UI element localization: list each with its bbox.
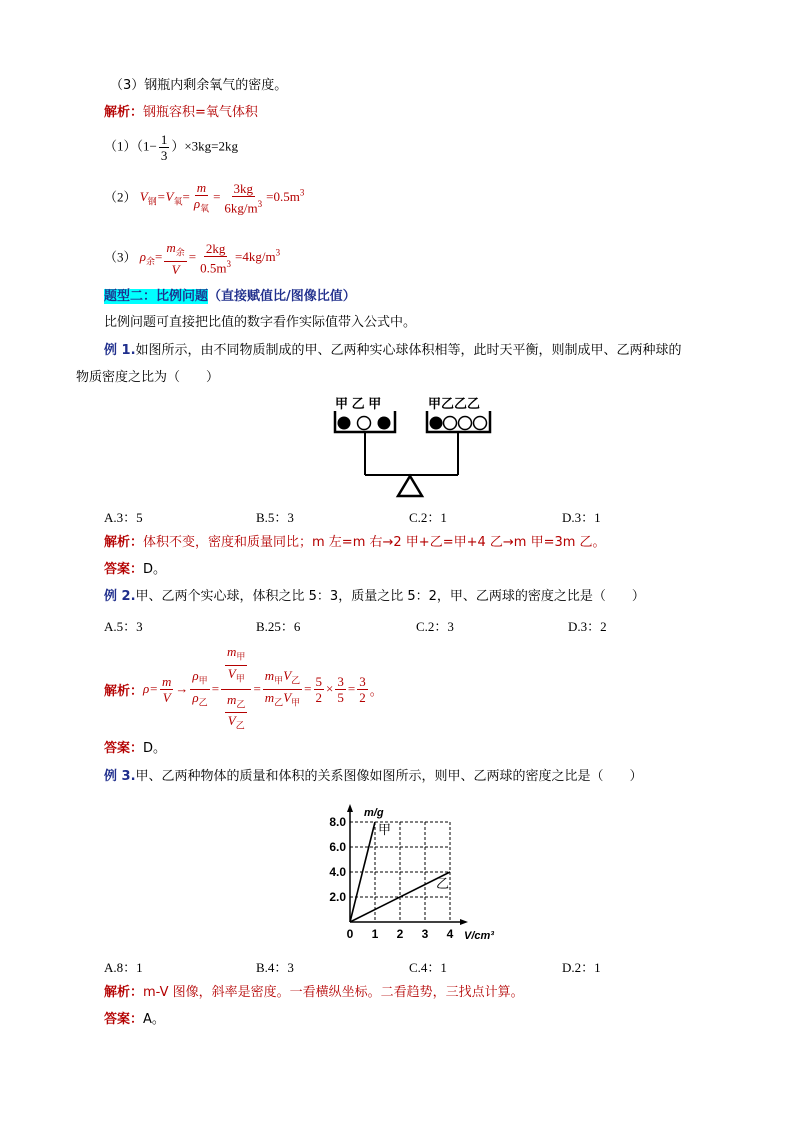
- formula-v: V: [162, 689, 171, 705]
- formula-den: 5: [337, 689, 344, 705]
- ex2-formula: ρ= $\frac{m}{V}$ → $\frac{\rho_甲}{\rho_乙}$ = $\frac{\frac{m_甲}{V_甲}}{\frac{m_乙}{V_乙}}$ = $\frac{m_甲V_乙}{m_乙V_甲}$ = $\frac{5}{2}$ × $\frac{3}{5}$ = $\frac{3}{2}$ 。: [143, 644, 383, 733]
- x-tick-label: 1: [371, 927, 379, 941]
- q1-jiexi: [104, 104, 258, 122]
- ex2-answer-value: D。: [143, 741, 167, 756]
- section2-sub: （直接赋值比/图像比值）: [208, 289, 356, 304]
- step3-lhs: ρ: [139, 249, 147, 265]
- formula-rho-yi: ρ: [192, 689, 199, 705]
- section2-header: [104, 288, 356, 306]
- ex1-text1: 如图所示，由不同物质制成的甲、乙两种实心球体积相等，此时天平衡，则制成甲、乙两种球的: [135, 343, 682, 358]
- ex1-label: 例 1.: [104, 343, 136, 358]
- ex1-option-d: D.3：1: [562, 510, 601, 525]
- step3-frac2-den-sup: 3: [226, 259, 231, 270]
- y-axis-arrow: [347, 804, 353, 812]
- ex2-option-d: D.3：2: [568, 619, 607, 634]
- ex1-jiexi-text: 体积不变，密度和质量同比；m 左=m 右→2 甲+乙=甲+4 乙→m 甲=3m 乙。: [143, 535, 606, 550]
- y-tick-label: 2.0: [329, 890, 346, 904]
- ex1-option-b: B.5：3: [256, 510, 294, 525]
- series-label-jia: 甲: [378, 822, 392, 837]
- formula-3-5: [335, 674, 346, 705]
- ex3-text: 甲、乙两种物体的质量和体积的关系图像如图所示，则甲、乙两球的密度之比是（ ）: [135, 769, 643, 784]
- step3-result: =4kg/m: [235, 249, 276, 265]
- step2-lhs: V: [139, 189, 148, 205]
- formula-sub-jia: 甲: [291, 697, 301, 708]
- ex2-answer: [104, 740, 166, 758]
- formula-times: ×: [326, 681, 334, 696]
- ex3-label: 例 3.: [104, 769, 136, 784]
- q1-step1: [104, 132, 238, 163]
- step2-frac1: [192, 180, 211, 217]
- formula-m-over-v: [160, 674, 173, 705]
- x-axis-label: V/cm³: [464, 930, 494, 942]
- answer-label: 答案：: [104, 562, 144, 577]
- step2-frac1-den: ρ: [193, 196, 201, 211]
- ex1-question-line2: 物质密度之比为（ ）: [76, 370, 220, 385]
- formula-sub-yi: 乙: [235, 720, 245, 731]
- step2-frac2-den-sup: 3: [257, 199, 263, 210]
- step2-frac1-num: m: [196, 180, 207, 195]
- formula-num: 3: [359, 673, 366, 689]
- ex1-option-c: C.2：1: [409, 510, 447, 525]
- answer-label: 答案：: [104, 741, 144, 756]
- formula-rho: ρ=: [143, 681, 159, 696]
- step1-den: 3: [160, 148, 168, 163]
- ball-jia: [378, 417, 391, 430]
- y-tick-label: 6.0: [329, 840, 346, 854]
- step2-frac1-den-sub: 氧: [200, 203, 210, 214]
- balance-left-labels: 甲 乙 甲: [335, 396, 382, 411]
- ex3-jiexi: [104, 984, 524, 1002]
- formula-m: m: [264, 689, 275, 705]
- ex1-answer-value: D。: [143, 562, 167, 577]
- formula-sub-jia: 甲: [198, 675, 208, 686]
- ball-yi: [459, 417, 472, 430]
- step3-lhs-sub: 余: [146, 256, 156, 267]
- ex2-question: [104, 588, 645, 606]
- step3-result-sup: 3: [275, 247, 281, 258]
- series-label-yi: 乙: [436, 876, 450, 891]
- ex3-question: [104, 768, 643, 786]
- step3-frac1-num-sub: 余: [175, 247, 185, 258]
- x-axis-arrow: [460, 919, 468, 925]
- ex1-option-a: A.3：5: [104, 510, 143, 525]
- y-axis-label: m/g: [364, 807, 384, 819]
- formula-sub-yi: 乙: [236, 699, 246, 710]
- step1-pre: （1）（1−: [104, 138, 157, 154]
- formula-v: V: [283, 689, 292, 705]
- formula-end: 。: [369, 682, 383, 698]
- step2-mid: =V: [156, 189, 174, 205]
- formula-density-ratio: [190, 668, 209, 710]
- step3-frac2-num: 2kg: [205, 241, 226, 257]
- ex2-option-b: B.25：6: [256, 619, 301, 634]
- ex1-question-line1: [104, 342, 682, 360]
- step3-frac1: [164, 240, 186, 277]
- q1-step3: （3） $\rho_余=$ $\frac{m_余}{V}$ = $\frac{2kg}{0.5m^3}$ $=4kg/m^3$: [104, 240, 281, 277]
- step2-frac2-num: 3kg: [233, 181, 254, 197]
- x-tick-label: 0: [346, 927, 354, 941]
- ex2-text: 甲、乙两个实心球，体积之比 5：3，质量之比 5：2，甲、乙两球的密度之比是（ ）: [135, 589, 645, 604]
- ball-yi: [358, 417, 371, 430]
- ex3-option-c: C.4：1: [409, 960, 447, 975]
- formula-num: 3: [337, 673, 344, 689]
- ex3-answer: [104, 1011, 165, 1029]
- formula-den: 2: [315, 689, 322, 705]
- ex3-option-b: B.4：3: [256, 960, 294, 975]
- ex3-jiexi-text: m-V 图像，斜率是密度。一看横纵坐标。二看趋势，三找点计算。: [143, 985, 524, 1000]
- ex2-option-a: A.5：3: [104, 619, 143, 634]
- balance-fulcrum: [398, 476, 422, 496]
- step3-pre: （3）: [104, 249, 137, 265]
- ball-jia: [430, 417, 443, 430]
- ex2-label: 例 2.: [104, 589, 136, 604]
- step1-num: 1: [160, 132, 168, 147]
- step1-fraction: [159, 132, 170, 163]
- y-tick-label: 8.0: [329, 815, 346, 829]
- formula-3-2: [357, 674, 368, 705]
- formula-m: m: [162, 673, 172, 689]
- formula-v: V: [227, 713, 236, 729]
- formula-5-2: [314, 674, 325, 705]
- jiexi-text: 钢瓶容积=氧气体积: [143, 105, 258, 120]
- step2-frac2: [222, 181, 264, 215]
- step3-frac1-num: m: [166, 240, 176, 255]
- y-tick-label: 4.0: [329, 865, 346, 879]
- formula-sub-jia: 甲: [235, 673, 245, 684]
- step2-result-sup: 3: [299, 187, 305, 198]
- formula-compound-fraction: [221, 644, 251, 733]
- ball-yi: [474, 417, 487, 430]
- x-tick-label: 2: [396, 927, 404, 941]
- formula-den: 2: [359, 689, 366, 705]
- step3-frac2: [198, 241, 233, 275]
- formula-rho-jia: ρ: [192, 667, 199, 683]
- step2-lhs-sub: 钢: [147, 196, 157, 207]
- q1-item3: （3）钢瓶内剩余氧气的密度。: [110, 78, 288, 93]
- q1-step2: （2） $V_钢=V_氧=$ $\frac{m}{\rho_氧}$ = $\frac{3kg}{6kg/m^3}$ $=0.5m^3$: [104, 180, 305, 216]
- formula-v: V: [283, 667, 292, 683]
- formula-arrow: →: [175, 681, 189, 696]
- formula-m: m: [264, 667, 275, 683]
- jiexi-label: 解析：: [104, 535, 144, 550]
- x-tick-label: 4: [446, 927, 454, 941]
- ex3-option-d: D.2：1: [562, 960, 601, 975]
- answer-label: 答案：: [104, 1012, 144, 1027]
- step1-post: ）×3kg=2kg: [171, 138, 239, 154]
- formula-myi-vyi: [225, 692, 247, 734]
- ball-jia: [338, 417, 351, 430]
- jiexi-label: 解析：: [104, 683, 144, 699]
- step3-frac1-den: V: [171, 261, 180, 277]
- formula-sub-yi: 乙: [274, 697, 284, 708]
- section2-title: 题型二：比例问题: [104, 289, 209, 304]
- formula-sub-yi: 乙: [198, 697, 208, 708]
- step2-result: =0.5m: [266, 189, 300, 205]
- balance-figure: [330, 392, 495, 500]
- step2-pre: （2）: [104, 189, 137, 205]
- section2-intro: 比例问题可直接把比值的数字看作实际值带入公式中。: [104, 315, 417, 330]
- ex2-option-c: C.2：3: [416, 619, 454, 634]
- formula-num: 5: [315, 673, 322, 689]
- formula-cross-ratio: [263, 668, 302, 710]
- jiexi-label: 解析：: [104, 985, 144, 1000]
- jiexi-label: 解析：: [104, 105, 144, 120]
- ex3-option-a: A.8：1: [104, 960, 143, 975]
- balance-right-labels: 甲乙乙乙: [428, 396, 481, 411]
- formula-v: V: [227, 665, 236, 681]
- ball-yi: [444, 417, 457, 430]
- formula-sub-jia: 甲: [236, 651, 246, 662]
- step2-mid-sub: 氧: [173, 196, 183, 207]
- formula-m: m: [227, 691, 237, 707]
- formula-sub-yi: 乙: [291, 675, 301, 686]
- formula-m: m: [227, 644, 237, 660]
- formula-mjia-vjia: [225, 644, 247, 686]
- ex3-answer-value: A。: [143, 1012, 165, 1027]
- ex1-jiexi: [104, 534, 606, 552]
- ex1-answer: [104, 561, 166, 579]
- mv-chart: [322, 796, 502, 946]
- ex2-jiexi: [104, 644, 383, 734]
- step3-frac2-den: 0.5m: [200, 260, 227, 276]
- formula-sub-jia: 甲: [274, 675, 284, 686]
- x-tick-label: 3: [421, 927, 429, 941]
- step2-frac2-den: 6kg/m: [224, 200, 258, 216]
